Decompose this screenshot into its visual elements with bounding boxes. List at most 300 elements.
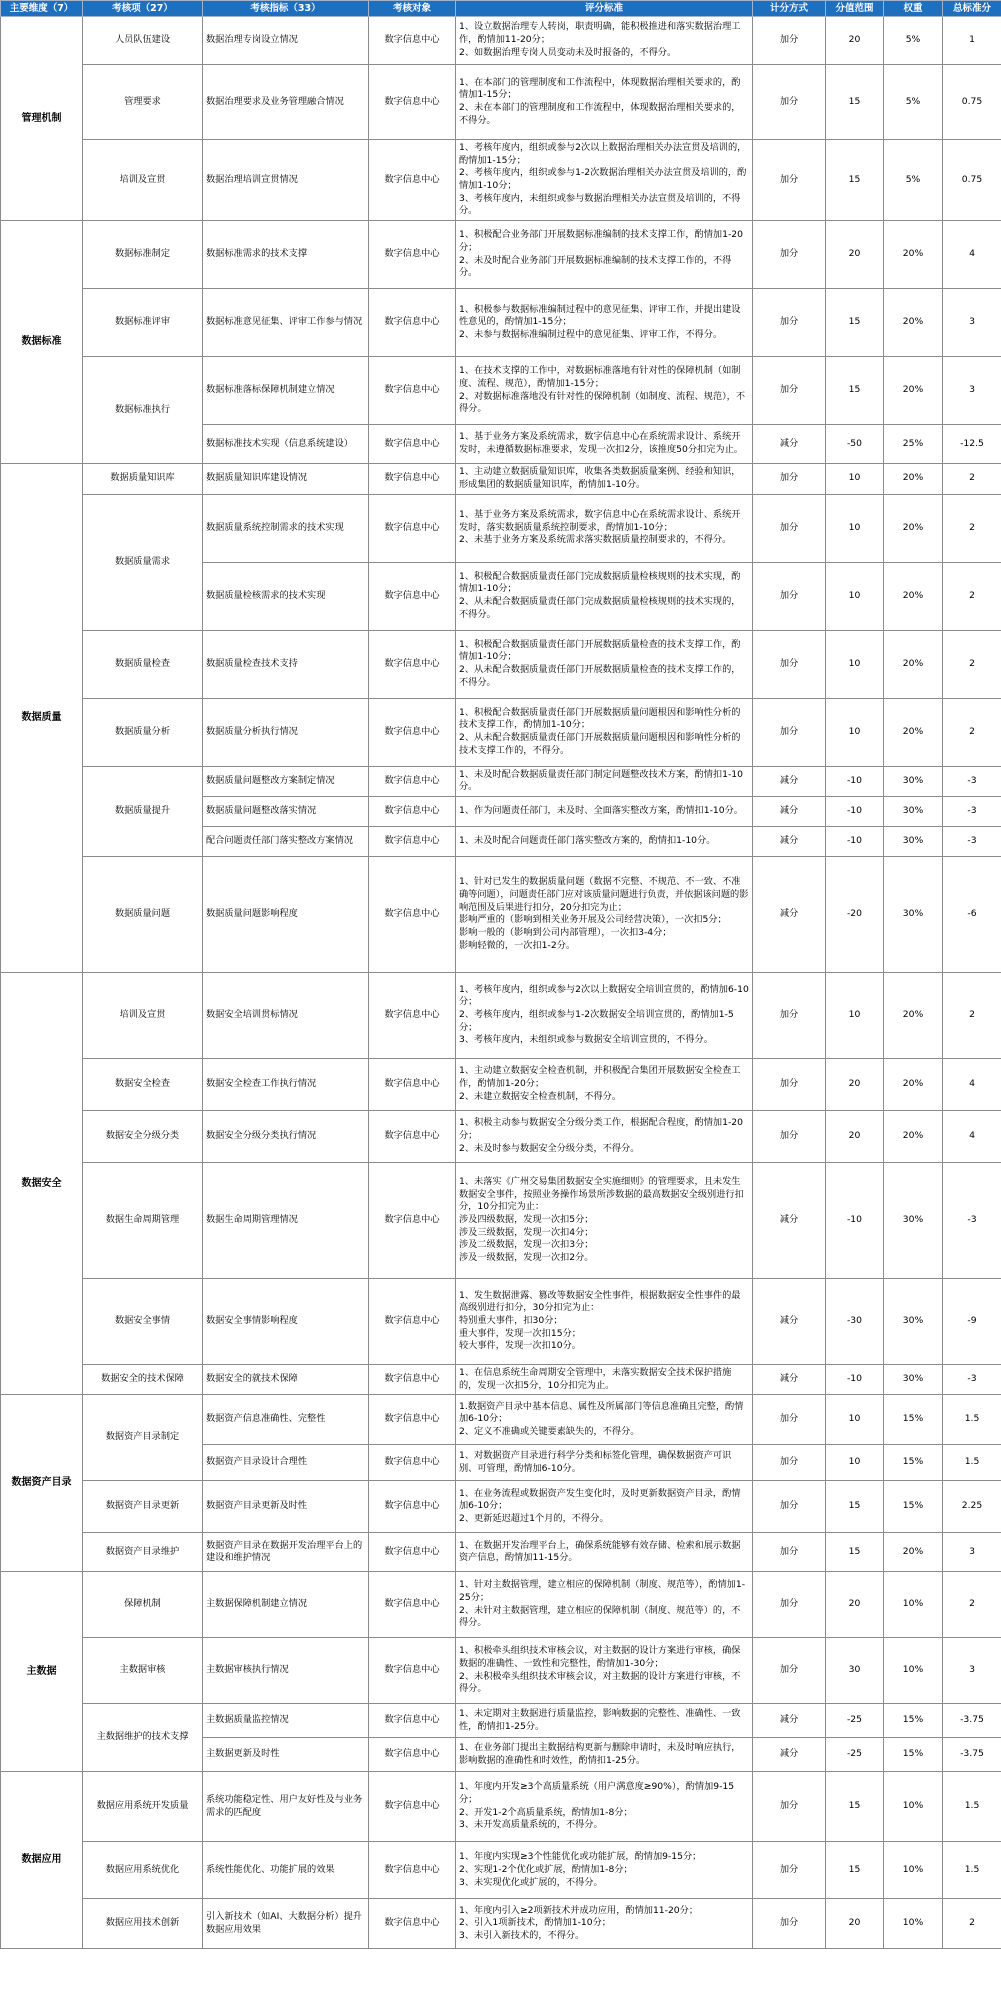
indicator-cell: 数据资产目录更新及时性	[203, 1481, 369, 1533]
method-cell: 加分	[753, 562, 826, 630]
criteria-cell: 1、考核年度内，组织或参与2次以上数据安全培训宣贯的，酌情加6-10分； 2、考核年度内，组织或参与1-2次数据安全培训宣贯的，酌情加1-5分； 3、考核年度内，未组织或参与数据安全培训宣贯的，不得分。	[456, 972, 753, 1058]
table-row	[1, 1533, 1001, 1572]
criteria-cell: 1、积极配合业务部门开展数据标准编制的技术支撑工作，酌情加1-20分； 2、未及时配合业务部门开展数据标准编制的技术支撑工作的，不得分。	[456, 221, 753, 289]
range-cell: 20	[826, 1058, 884, 1110]
indicator-cell: 数据标准意见征集、评审工作参与情况	[203, 289, 369, 357]
target-cell: 数字信息中心	[369, 65, 456, 140]
target-cell: 数字信息中心	[369, 1638, 456, 1704]
table-row	[1, 140, 1001, 221]
score-cell: 2	[943, 464, 1001, 494]
range-cell: 15	[826, 357, 884, 425]
score-cell: 3	[943, 357, 1001, 425]
range-cell: -30	[826, 1278, 884, 1364]
target-cell: 数字信息中心	[369, 562, 456, 630]
indicator-cell: 数据安全培训贯标情况	[203, 972, 369, 1058]
indicator-cell: 数据质量检查技术支持	[203, 630, 369, 698]
target-cell: 数字信息中心	[369, 856, 456, 972]
weight-cell: 20%	[884, 1533, 943, 1572]
item-cell: 数据标准执行	[83, 357, 203, 464]
table-row	[1, 972, 1001, 1058]
indicator-cell: 系统性能优化、功能扩展的效果	[203, 1842, 369, 1899]
header-criteria: 评分标准	[456, 1, 753, 17]
weight-cell: 30%	[884, 1364, 943, 1394]
range-cell: 10	[826, 562, 884, 630]
target-cell: 数字信息中心	[369, 1364, 456, 1394]
score-cell: 3	[943, 1638, 1001, 1704]
score-cell: 2	[943, 630, 1001, 698]
score-cell: 4	[943, 221, 1001, 289]
score-cell: -3	[943, 1162, 1001, 1278]
table-row	[1, 1842, 1001, 1899]
score-cell: -3	[943, 766, 1001, 796]
target-cell: 数字信息中心	[369, 494, 456, 562]
range-cell: 10	[826, 1445, 884, 1481]
target-cell: 数字信息中心	[369, 1395, 456, 1445]
weight-cell: 15%	[884, 1738, 943, 1772]
target-cell: 数字信息中心	[369, 1572, 456, 1638]
item-cell: 主数据维护的技术支撑	[83, 1704, 203, 1772]
target-cell: 数字信息中心	[369, 1481, 456, 1533]
score-cell: 3	[943, 1533, 1001, 1572]
table-row	[1, 65, 1001, 140]
criteria-cell: 1、主动建立数据质量知识库，收集各类数据质量案例、经验和知识，形成集团的数据质量知识库，酌情加1-10分。	[456, 464, 753, 494]
weight-cell: 20%	[884, 972, 943, 1058]
score-cell: 2	[943, 494, 1001, 562]
criteria-cell: 1、对数据资产目录进行科学分类和标签化管理，确保数据资产可识别、可管理，酌情加6-10分。	[456, 1445, 753, 1481]
range-cell: -10	[826, 826, 884, 856]
method-cell: 加分	[753, 357, 826, 425]
dimension-cell: 数据质量	[1, 464, 83, 973]
criteria-cell: 1、作为问题责任部门，未及时、全面落实整改方案，酌情扣1-10分。	[456, 796, 753, 826]
indicator-cell: 数据质量问题整改方案制定情况	[203, 766, 369, 796]
score-cell: 1.5	[943, 1842, 1001, 1899]
range-cell: 15	[826, 1481, 884, 1533]
method-cell: 加分	[753, 65, 826, 140]
indicator-cell: 数据治理专岗设立情况	[203, 17, 369, 65]
target-cell: 数字信息中心	[369, 1162, 456, 1278]
indicator-cell: 数据安全事情影响程度	[203, 1278, 369, 1364]
criteria-cell: 1、基于业务方案及系统需求，数字信息中心在系统需求设计、系统开发时，落实数据质量系统控制要求，酌情加1-10分； 2、未基于业务方案及系统需求落实数据质量控制要求的，不得分。	[456, 494, 753, 562]
weight-cell: 10%	[884, 1772, 943, 1842]
method-cell: 加分	[753, 140, 826, 221]
table-row	[1, 1058, 1001, 1110]
criteria-cell: 1、积极主动参与数据安全分级分类工作，根据配合程度，酌情加1-20分； 2、未及时参与数据安全分级分类，不得分。	[456, 1110, 753, 1162]
range-cell: -25	[826, 1704, 884, 1738]
method-cell: 加分	[753, 289, 826, 357]
table-row	[1, 289, 1001, 357]
range-cell: -10	[826, 1162, 884, 1278]
header-item: 考核项（27）	[83, 1, 203, 17]
weight-cell: 20%	[884, 464, 943, 494]
method-cell: 减分	[753, 766, 826, 796]
item-cell: 数据生命周期管理	[83, 1162, 203, 1278]
criteria-cell: 1、考核年度内，组织或参与2次以上数据治理相关办法宣贯及培训的，酌情加1-15分； 2、考核年度内，组织或参与1-2次数据治理相关办法宣贯及培训的，酌情加1-10分； 3、考核年度内，未组织或参与数据治理相关办法宣贯及培训的，不得分。	[456, 140, 753, 221]
target-cell: 数字信息中心	[369, 1445, 456, 1481]
item-cell: 数据质量检查	[83, 630, 203, 698]
weight-cell: 25%	[884, 425, 943, 464]
item-cell: 数据应用系统开发质量	[83, 1772, 203, 1842]
range-cell: 15	[826, 289, 884, 357]
method-cell: 加分	[753, 1638, 826, 1704]
table-row	[1, 698, 1001, 766]
method-cell: 加分	[753, 1058, 826, 1110]
range-cell: 15	[826, 140, 884, 221]
table-row	[1, 1395, 1001, 1445]
target-cell: 数字信息中心	[369, 1842, 456, 1899]
target-cell: 数字信息中心	[369, 1278, 456, 1364]
range-cell: 15	[826, 1533, 884, 1572]
criteria-cell: 1、基于业务方案及系统需求，数字信息中心在系统需求设计、系统开发时，未遵循数据标准要求，发现一次扣2分，该推度50分扣完为止。	[456, 425, 753, 464]
indicator-cell: 数据资产信息准确性、完整性	[203, 1395, 369, 1445]
target-cell: 数字信息中心	[369, 221, 456, 289]
indicator-cell: 数据安全分级分类执行情况	[203, 1110, 369, 1162]
dimension-cell: 数据安全	[1, 972, 83, 1394]
indicator-cell: 数据生命周期管理情况	[203, 1162, 369, 1278]
target-cell: 数字信息中心	[369, 796, 456, 826]
table-row	[1, 1364, 1001, 1394]
dimension-cell: 数据标准	[1, 221, 83, 464]
method-cell: 加分	[753, 1110, 826, 1162]
method-cell: 加分	[753, 1899, 826, 1949]
table-row	[1, 1572, 1001, 1638]
range-cell: 10	[826, 464, 884, 494]
weight-cell: 10%	[884, 1638, 943, 1704]
method-cell: 加分	[753, 1772, 826, 1842]
weight-cell: 20%	[884, 698, 943, 766]
target-cell: 数字信息中心	[369, 1533, 456, 1572]
weight-cell: 30%	[884, 856, 943, 972]
method-cell: 减分	[753, 1162, 826, 1278]
indicator-cell: 数据质量分析执行情况	[203, 698, 369, 766]
indicator-cell: 主数据更新及时性	[203, 1738, 369, 1772]
item-cell: 数据质量提升	[83, 766, 203, 856]
method-cell: 加分	[753, 17, 826, 65]
range-cell: 20	[826, 1572, 884, 1638]
weight-cell: 15%	[884, 1704, 943, 1738]
weight-cell: 20%	[884, 494, 943, 562]
score-cell: -3	[943, 1364, 1001, 1394]
criteria-cell: 1、年度内开发≥3个高质量系统（用户满意度≥90%），酌情加9-15分； 2、开发1-2个高质量系统，酌情加1-8分； 3、未开发高质量系统的，不得分。	[456, 1772, 753, 1842]
indicator-cell: 数据治理要求及业务管理融合情况	[203, 65, 369, 140]
range-cell: -20	[826, 856, 884, 972]
weight-cell: 10%	[884, 1572, 943, 1638]
item-cell: 管理要求	[83, 65, 203, 140]
item-cell: 培训及宣贯	[83, 140, 203, 221]
weight-cell: 30%	[884, 1162, 943, 1278]
item-cell: 数据质量知识库	[83, 464, 203, 494]
indicator-cell: 数据安全检查工作执行情况	[203, 1058, 369, 1110]
table-row	[1, 357, 1001, 425]
weight-cell: 10%	[884, 1842, 943, 1899]
header-indicator: 考核指标（33）	[203, 1, 369, 17]
table-row	[1, 17, 1001, 65]
target-cell: 数字信息中心	[369, 425, 456, 464]
range-cell: -50	[826, 425, 884, 464]
target-cell: 数字信息中心	[369, 1110, 456, 1162]
header-method: 计分方式	[753, 1, 826, 17]
header-dimension: 主要维度（7）	[1, 1, 83, 17]
item-cell: 主数据审核	[83, 1638, 203, 1704]
weight-cell: 30%	[884, 1278, 943, 1364]
criteria-cell: 1、针对已发生的数据质量问题（数据不完整、不规范、不一致、不准确等问题），问题责任部门应对该质量问题进行负责，并依据该问题的影响范围及后果进行扣分，20分扣完为止； 影响严重的（影响到相关业务开展及公司经营决策），一次扣5分； 影响一般的（影响到公司内部管理），一次扣3-4分； 影响轻微的，一次扣1-2分。	[456, 856, 753, 972]
score-cell: 2	[943, 562, 1001, 630]
score-cell: 4	[943, 1058, 1001, 1110]
target-cell: 数字信息中心	[369, 289, 456, 357]
weight-cell: 20%	[884, 1058, 943, 1110]
weight-cell: 20%	[884, 630, 943, 698]
score-cell: -3	[943, 796, 1001, 826]
target-cell: 数字信息中心	[369, 1058, 456, 1110]
header-range: 分值范围	[826, 1, 884, 17]
criteria-cell: 1、积极牵头组织技术审核会议，对主数据的设计方案进行审核，确保数据的准确性、一致性和完整性，酌情加1-30分； 2、未积极牵头组织技术审核会议，对主数据的设计方案进行审核，不得分。	[456, 1638, 753, 1704]
range-cell: 10	[826, 1395, 884, 1445]
item-cell: 数据安全检查	[83, 1058, 203, 1110]
criteria-cell: 1、针对主数据管理，建立相应的保障机制（制度、规范等），酌情加1-25分； 2、未针对主数据管理，建立相应的保障机制（制度、规范等）的，不得分。	[456, 1572, 753, 1638]
table-row	[1, 221, 1001, 289]
weight-cell: 20%	[884, 221, 943, 289]
dimension-cell: 主数据	[1, 1572, 83, 1772]
range-cell: 15	[826, 1772, 884, 1842]
method-cell: 减分	[753, 1364, 826, 1394]
target-cell: 数字信息中心	[369, 357, 456, 425]
method-cell: 减分	[753, 1738, 826, 1772]
item-cell: 数据资产目录制定	[83, 1395, 203, 1481]
item-cell: 数据质量需求	[83, 494, 203, 630]
target-cell: 数字信息中心	[369, 140, 456, 221]
weight-cell: 20%	[884, 1110, 943, 1162]
score-cell: -3.75	[943, 1704, 1001, 1738]
criteria-cell: 1、在信息系统生命周期安全管理中，未落实数据安全技术保护措施的，发现一次扣5分，10分扣完为止。	[456, 1364, 753, 1394]
weight-cell: 30%	[884, 766, 943, 796]
indicator-cell: 数据质量检核需求的技术实现	[203, 562, 369, 630]
item-cell: 数据质量分析	[83, 698, 203, 766]
range-cell: 20	[826, 17, 884, 65]
range-cell: -10	[826, 1364, 884, 1394]
criteria-cell: 1、积极参与数据标准编制过程中的意见征集、评审工作，并提出建设性意见的，酌情加1-15分； 2、未参与数据标准编制过程中的意见征集、评审工作，不得分。	[456, 289, 753, 357]
weight-cell: 5%	[884, 65, 943, 140]
target-cell: 数字信息中心	[369, 17, 456, 65]
weight-cell: 20%	[884, 562, 943, 630]
dimension-cell: 数据应用	[1, 1772, 83, 1949]
indicator-cell: 数据质量系统控制需求的技术实现	[203, 494, 369, 562]
indicator-cell: 系统功能稳定性、用户友好性及与业务需求的匹配度	[203, 1772, 369, 1842]
table-row	[1, 630, 1001, 698]
weight-cell: 15%	[884, 1395, 943, 1445]
criteria-cell: 1、未定期对主数据进行质量监控，影响数据的完整性、准确性、一致性，酌情扣1-25分。	[456, 1704, 753, 1738]
range-cell: 20	[826, 221, 884, 289]
indicator-cell: 数据质量问题影响程度	[203, 856, 369, 972]
criteria-cell: 1、在业务部门提出主数据结构更新与删除申请时，未及时响应执行，影响数据的准确性和时效性，酌情扣1-25分。	[456, 1738, 753, 1772]
table-body	[1, 17, 1001, 1949]
score-cell: 2	[943, 1899, 1001, 1949]
indicator-cell: 配合问题责任部门落实整改方案情况	[203, 826, 369, 856]
item-cell: 数据安全事情	[83, 1278, 203, 1364]
criteria-cell: 1.数据资产目录中基本信息、属性及所属部门等信息准确且完整，酌情加6-10分； 2、定义不准确或关键要素缺失的，不得分。	[456, 1395, 753, 1445]
table-row	[1, 1899, 1001, 1949]
range-cell: 15	[826, 65, 884, 140]
range-cell: 10	[826, 698, 884, 766]
table-row	[1, 1638, 1001, 1704]
header-score: 总标准分	[943, 1, 1001, 17]
method-cell: 加分	[753, 1395, 826, 1445]
criteria-cell: 1、未及时配合数据质量责任部门制定问题整改技术方案，酌情扣1-10分。	[456, 766, 753, 796]
method-cell: 加分	[753, 464, 826, 494]
criteria-cell: 1、未落实《广州交易集团数据安全实施细则》的管理要求，且未发生数据安全事件，按照业务操作场景所涉数据的最高数据安全级别进行扣分，10分扣完为止： 涉及四级数据，发现一次扣5分； 涉及三级数据，发现一次扣4分； 涉及二级数据，发现一次扣3分； 涉及一级数据，发现一次扣2分。	[456, 1162, 753, 1278]
range-cell: 30	[826, 1638, 884, 1704]
method-cell: 减分	[753, 1704, 826, 1738]
header-target: 考核对象	[369, 1, 456, 17]
range-cell: 10	[826, 630, 884, 698]
table-row	[1, 1772, 1001, 1842]
header-row	[1, 1, 1001, 17]
score-cell: 2.25	[943, 1481, 1001, 1533]
criteria-cell: 1、积极配合数据质量责任部门开展数据质量检查的技术支撑工作，酌情加1-10分； 2、从未配合数据质量责任部门开展数据质量检查的技术支撑工作的，不得分。	[456, 630, 753, 698]
criteria-cell: 1、发生数据泄露、篡改等数据安全性事件，根据数据安全性事件的最高级别进行扣分，30分扣完为止： 特别重大事件，扣30分； 重大事件，发现一次扣15分； 较大事件，发现一次扣10分。	[456, 1278, 753, 1364]
indicator-cell: 主数据质量监控情况	[203, 1704, 369, 1738]
table-row	[1, 856, 1001, 972]
criteria-cell: 1、积极配合数据质量责任部门开展数据质量问题根因和影响性分析的技术支撑工作，酌情加1-10分； 2、从未配合数据质量责任部门开展数据质量问题根因和影响性分析的技术支撑工作的，不得分。	[456, 698, 753, 766]
range-cell: 15	[826, 1842, 884, 1899]
range-cell: 10	[826, 972, 884, 1058]
method-cell: 减分	[753, 856, 826, 972]
target-cell: 数字信息中心	[369, 1772, 456, 1842]
indicator-cell: 数据资产目录设计合理性	[203, 1445, 369, 1481]
target-cell: 数字信息中心	[369, 826, 456, 856]
range-cell: 10	[826, 494, 884, 562]
score-cell: -12.5	[943, 425, 1001, 464]
item-cell: 数据质量问题	[83, 856, 203, 972]
weight-cell: 15%	[884, 1481, 943, 1533]
weight-cell: 15%	[884, 1445, 943, 1481]
range-cell: -10	[826, 796, 884, 826]
score-cell: -6	[943, 856, 1001, 972]
score-cell: 1.5	[943, 1772, 1001, 1842]
method-cell: 加分	[753, 1533, 826, 1572]
target-cell: 数字信息中心	[369, 1704, 456, 1738]
method-cell: 加分	[753, 221, 826, 289]
target-cell: 数字信息中心	[369, 630, 456, 698]
criteria-cell: 1、设立数据治理专人转岗，职责明确，能积极推进和落实数据治理工作，酌情加11-20分； 2、如数据治理专岗人员变动未及时报备的，不得分。	[456, 17, 753, 65]
table-row	[1, 766, 1001, 796]
score-cell: 0.75	[943, 65, 1001, 140]
criteria-cell: 1、年度内引入≥2项新技术并成功应用，酌情加11-20分； 2、引入1项新技术，酌情加1-10分； 3、未引入新技术的，不得分。	[456, 1899, 753, 1949]
weight-cell: 5%	[884, 140, 943, 221]
table-row	[1, 494, 1001, 562]
method-cell: 加分	[753, 1445, 826, 1481]
item-cell: 数据标准评审	[83, 289, 203, 357]
method-cell: 加分	[753, 1572, 826, 1638]
range-cell: -10	[826, 766, 884, 796]
item-cell: 保障机制	[83, 1572, 203, 1638]
score-cell: -3.75	[943, 1738, 1001, 1772]
weight-cell: 30%	[884, 826, 943, 856]
score-cell: 2	[943, 1572, 1001, 1638]
table-row	[1, 1278, 1001, 1364]
method-cell: 加分	[753, 1481, 826, 1533]
method-cell: 减分	[753, 1278, 826, 1364]
dimension-cell: 管理机制	[1, 17, 83, 221]
score-cell: 1.5	[943, 1445, 1001, 1481]
item-cell: 数据标准制定	[83, 221, 203, 289]
method-cell: 减分	[753, 796, 826, 826]
indicator-cell: 数据标准落标保障机制建立情况	[203, 357, 369, 425]
method-cell: 加分	[753, 972, 826, 1058]
item-cell: 培训及宣贯	[83, 972, 203, 1058]
criteria-cell: 1、在技术支撑的工作中，对数据标准落地有针对性的保障机制（如制度、流程、规范），酌情加1-15分； 2、对数据标准落地没有针对性的保障机制（如制度、流程、规范），不得分。	[456, 357, 753, 425]
weight-cell: 30%	[884, 796, 943, 826]
criteria-cell: 1、在数据开发治理平台上，确保系统能够有效存储、检索和展示数据资产信息，酌情加11-15分。	[456, 1533, 753, 1572]
range-cell: 20	[826, 1899, 884, 1949]
score-cell: 3	[943, 289, 1001, 357]
table-row	[1, 1481, 1001, 1533]
criteria-cell: 1、未及时配合问题责任部门落实整改方案的，酌情扣1-10分。	[456, 826, 753, 856]
method-cell: 加分	[753, 698, 826, 766]
item-cell: 数据安全分级分类	[83, 1110, 203, 1162]
table-row	[1, 1110, 1001, 1162]
target-cell: 数字信息中心	[369, 1738, 456, 1772]
weight-cell: 20%	[884, 357, 943, 425]
score-cell: 1.5	[943, 1395, 1001, 1445]
score-cell: 2	[943, 972, 1001, 1058]
target-cell: 数字信息中心	[369, 464, 456, 494]
item-cell: 数据资产目录维护	[83, 1533, 203, 1572]
criteria-cell: 1、在本部门的管理制度和工作流程中，体现数据治理相关要求的，酌情加1-15分； 2、未在本部门的管理制度和工作流程中，体现数据治理相关要求的，不得分。	[456, 65, 753, 140]
target-cell: 数字信息中心	[369, 766, 456, 796]
method-cell: 加分	[753, 1842, 826, 1899]
score-cell: 2	[943, 698, 1001, 766]
dimension-cell: 数据资产目录	[1, 1395, 83, 1572]
target-cell: 数字信息中心	[369, 972, 456, 1058]
target-cell: 数字信息中心	[369, 698, 456, 766]
item-cell: 数据应用系统优化	[83, 1842, 203, 1899]
table-row	[1, 464, 1001, 494]
indicator-cell: 数据安全的就技术保障	[203, 1364, 369, 1394]
criteria-cell: 1、积极配合数据质量责任部门完成数据质量检核规则的技术实现，酌情加1-10分； 2、从未配合数据质量责任部门完成数据质量检核规则的技术实现的，不得分。	[456, 562, 753, 630]
item-cell: 数据资产目录更新	[83, 1481, 203, 1533]
range-cell: 20	[826, 1110, 884, 1162]
table-row	[1, 1162, 1001, 1278]
method-cell: 加分	[753, 494, 826, 562]
indicator-cell: 数据标准技术实现（信息系统建设）	[203, 425, 369, 464]
header-weight: 权重	[884, 1, 943, 17]
criteria-cell: 1、主动建立数据安全检查机制，并积极配合集团开展数据安全检查工作，酌情加1-20分； 2、未建立数据安全检查机制，不得分。	[456, 1058, 753, 1110]
item-cell: 数据应用技术创新	[83, 1899, 203, 1949]
item-cell: 数据安全的技术保障	[83, 1364, 203, 1394]
indicator-cell: 引入新技术（如AI、大数据分析）提升数据应用效果	[203, 1899, 369, 1949]
criteria-cell: 1、年度内实现≥3个性能优化或功能扩展，酌情加9-15分； 2、实现1-2个优化或扩展，酌情加1-8分； 3、未实现优化或扩展的，不得分。	[456, 1842, 753, 1899]
method-cell: 加分	[753, 630, 826, 698]
criteria-cell: 1、在业务流程或数据资产发生变化时，及时更新数据资产目录，酌情加6-10分； 2、更新延迟超过1个月的，不得分。	[456, 1481, 753, 1533]
weight-cell: 10%	[884, 1899, 943, 1949]
score-cell: 1	[943, 17, 1001, 65]
method-cell: 减分	[753, 826, 826, 856]
score-cell: -3	[943, 826, 1001, 856]
table-row	[1, 1704, 1001, 1738]
weight-cell: 5%	[884, 17, 943, 65]
weight-cell: 20%	[884, 289, 943, 357]
range-cell: -25	[826, 1738, 884, 1772]
indicator-cell: 主数据保障机制建立情况	[203, 1572, 369, 1638]
indicator-cell: 数据资产目录在数据开发治理平台上的建设和维护情况	[203, 1533, 369, 1572]
target-cell: 数字信息中心	[369, 1899, 456, 1949]
score-cell: 0.75	[943, 140, 1001, 221]
method-cell: 减分	[753, 425, 826, 464]
score-cell: -9	[943, 1278, 1001, 1364]
indicator-cell: 主数据审核执行情况	[203, 1638, 369, 1704]
indicator-cell: 数据质量问题整改落实情况	[203, 796, 369, 826]
score-cell: 4	[943, 1110, 1001, 1162]
indicator-cell: 数据治理培训宣贯情况	[203, 140, 369, 221]
